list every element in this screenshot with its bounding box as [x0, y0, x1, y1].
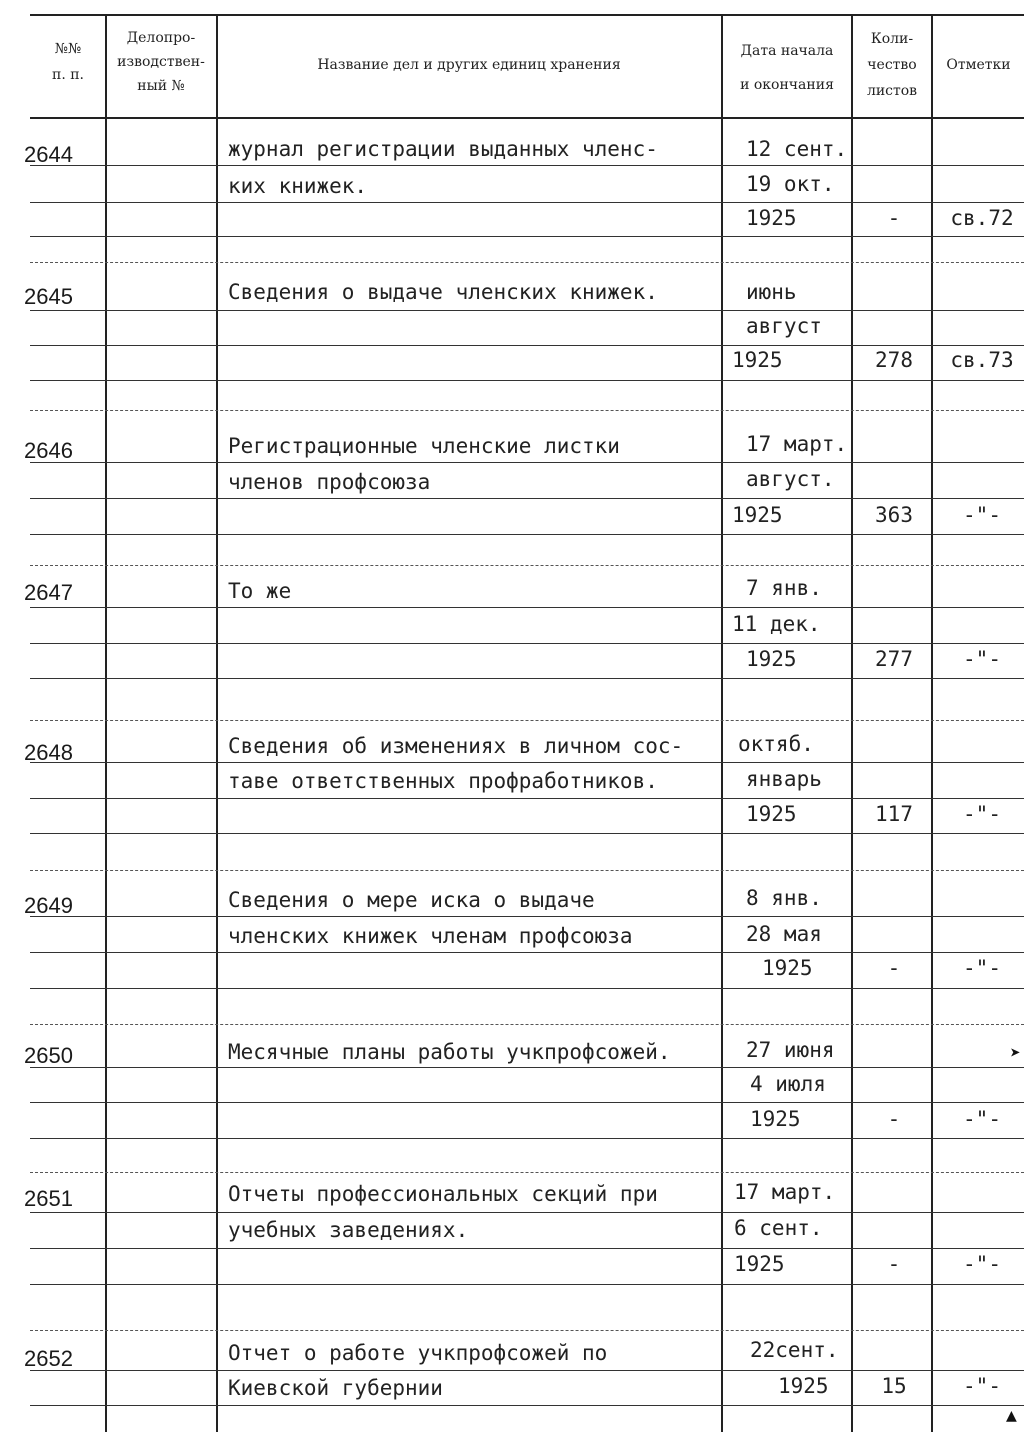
record-note: св.72	[950, 206, 1014, 230]
record-year: 1925	[778, 1374, 829, 1398]
record-title-line: Отчеты профессиональных секций при	[228, 1182, 658, 1206]
record-date-end: август	[746, 314, 822, 338]
record-number: 2644	[24, 142, 73, 167]
record-year: 1925	[734, 1252, 785, 1276]
record-title-line: Сведения о выдаче членских книжек.	[228, 280, 658, 304]
record-number: 2652	[24, 1346, 73, 1371]
record-year: 1925	[732, 503, 783, 527]
record-number: 2649	[24, 893, 73, 918]
record-sheet-count: -	[887, 956, 901, 980]
ruled-line	[30, 1024, 1024, 1025]
record-note: -"-	[963, 503, 1001, 527]
header-num: №№ п. п.	[51, 41, 84, 83]
header-top-rule	[30, 14, 1024, 16]
header-title: Название дел и других единиц хранения	[317, 57, 621, 73]
record-date-start: 12 сент.	[746, 137, 848, 161]
col-divider-1	[105, 14, 107, 1432]
record-date-start: 27 июня	[746, 1038, 835, 1062]
ruled-line	[30, 678, 1024, 679]
header-office-num: Делопро- изводствен- ный №	[117, 30, 205, 94]
record-note: -"-	[963, 956, 1001, 980]
ruled-line	[30, 1248, 1024, 1249]
record-title-line: Сведения о мере иска о выдаче	[228, 888, 595, 912]
ruled-line	[30, 565, 1024, 566]
col-divider-4	[851, 14, 853, 1432]
header-bottom-rule	[30, 117, 1024, 119]
record-number: 2646	[24, 438, 73, 463]
record-title-line: журнал регистрации выданных членс-	[228, 137, 658, 161]
ruled-line	[30, 988, 1024, 989]
record-date-start: 17 март.	[746, 432, 848, 456]
record-date-start: 8 янв.	[746, 886, 822, 910]
col-divider-5	[931, 14, 933, 1432]
record-date-end: 28 мая	[746, 922, 822, 946]
record-year: 1925	[746, 802, 797, 826]
record-title-line: Сведения об изменениях в личном сос-	[228, 734, 684, 758]
record-title-line: членов профсоюза	[228, 470, 431, 494]
record-number: 2651	[24, 1186, 73, 1211]
record-number: 2650	[24, 1043, 73, 1068]
ruled-line	[30, 310, 1024, 311]
record-date-end: 11 дек.	[732, 612, 821, 636]
record-title-line: Отчет о работе учкпрофсожей по	[228, 1341, 608, 1365]
ruled-line	[30, 345, 1024, 346]
ruled-line	[30, 1284, 1024, 1285]
record-note: -"-	[963, 1107, 1001, 1131]
record-date-end: 6 сент.	[734, 1216, 823, 1240]
record-date-end: 22сент.	[750, 1338, 839, 1362]
record-sheet-count: 15	[881, 1374, 907, 1398]
record-title-line: То же	[228, 579, 292, 603]
ruled-line	[30, 643, 1024, 644]
record-sheet-count: 278	[875, 348, 913, 372]
ruled-line	[30, 1138, 1024, 1139]
record-note: -"-	[963, 802, 1001, 826]
record-title-line: ких книжек.	[228, 174, 368, 198]
record-title-line: таве ответственных профработников.	[228, 769, 658, 793]
record-date-start: октяб.	[738, 732, 814, 756]
header-dates: Дата начала и окончания	[740, 43, 834, 93]
record-number: 2647	[24, 580, 73, 605]
ruled-line	[30, 1330, 1024, 1331]
ruled-line	[30, 870, 1024, 871]
record-note: -"-	[963, 1374, 1001, 1398]
record-title-line: учебных заведениях.	[228, 1218, 469, 1242]
ruled-line	[30, 534, 1024, 535]
record-date-end: 19 окт.	[746, 172, 835, 196]
record-sheet-count: 363	[875, 503, 913, 527]
ruled-line	[30, 380, 1024, 381]
record-title-line: Месячные планы работы учкпрофсожей.	[228, 1040, 671, 1064]
record-year: 1925	[746, 206, 797, 230]
record-year: 1925	[732, 348, 783, 372]
margin-arrow-icon: ▲	[1006, 1405, 1017, 1426]
record-date-start: 17 март.	[734, 1180, 836, 1204]
record-date-end: август.	[746, 467, 835, 491]
record-title-line: Регистрационные членские листки	[228, 434, 620, 458]
ruled-line	[30, 1172, 1024, 1173]
record-year: 1925	[746, 647, 797, 671]
record-date-start: июнь	[746, 280, 797, 304]
header-notes: Отметки	[946, 57, 1011, 73]
record-sheet-count: -	[887, 1252, 901, 1276]
ruled-line	[30, 1102, 1024, 1103]
ruled-line	[30, 833, 1024, 834]
record-sheet-count: 277	[875, 647, 913, 671]
record-title-line: Киевской губернии	[228, 1376, 443, 1400]
record-title-line: членских книжек членам профсоюза	[228, 924, 633, 948]
record-date-start: 7 янв.	[746, 576, 822, 600]
record-note: св.73	[950, 348, 1014, 372]
col-divider-2	[216, 14, 218, 1432]
record-sheet-count: -	[887, 206, 901, 230]
record-number: 2648	[24, 740, 73, 765]
record-number: 2645	[24, 284, 73, 309]
record-date-end: январь	[746, 767, 822, 791]
ruled-line	[30, 236, 1024, 237]
record-sheet-count: 117	[875, 802, 913, 826]
record-year: 1925	[750, 1107, 801, 1131]
record-date-end: 4 июля	[750, 1072, 826, 1096]
ruled-line	[30, 410, 1024, 411]
ruled-line	[30, 720, 1024, 721]
record-note: -"-	[963, 1252, 1001, 1276]
header-sheets: Коли- чество листов	[866, 31, 918, 99]
record-sheet-count: -	[887, 1107, 901, 1131]
record-year: 1925	[762, 956, 813, 980]
record-note: -"-	[963, 647, 1001, 671]
ruled-line	[30, 262, 1024, 263]
margin-arrow-icon: ➤	[1010, 1043, 1021, 1064]
